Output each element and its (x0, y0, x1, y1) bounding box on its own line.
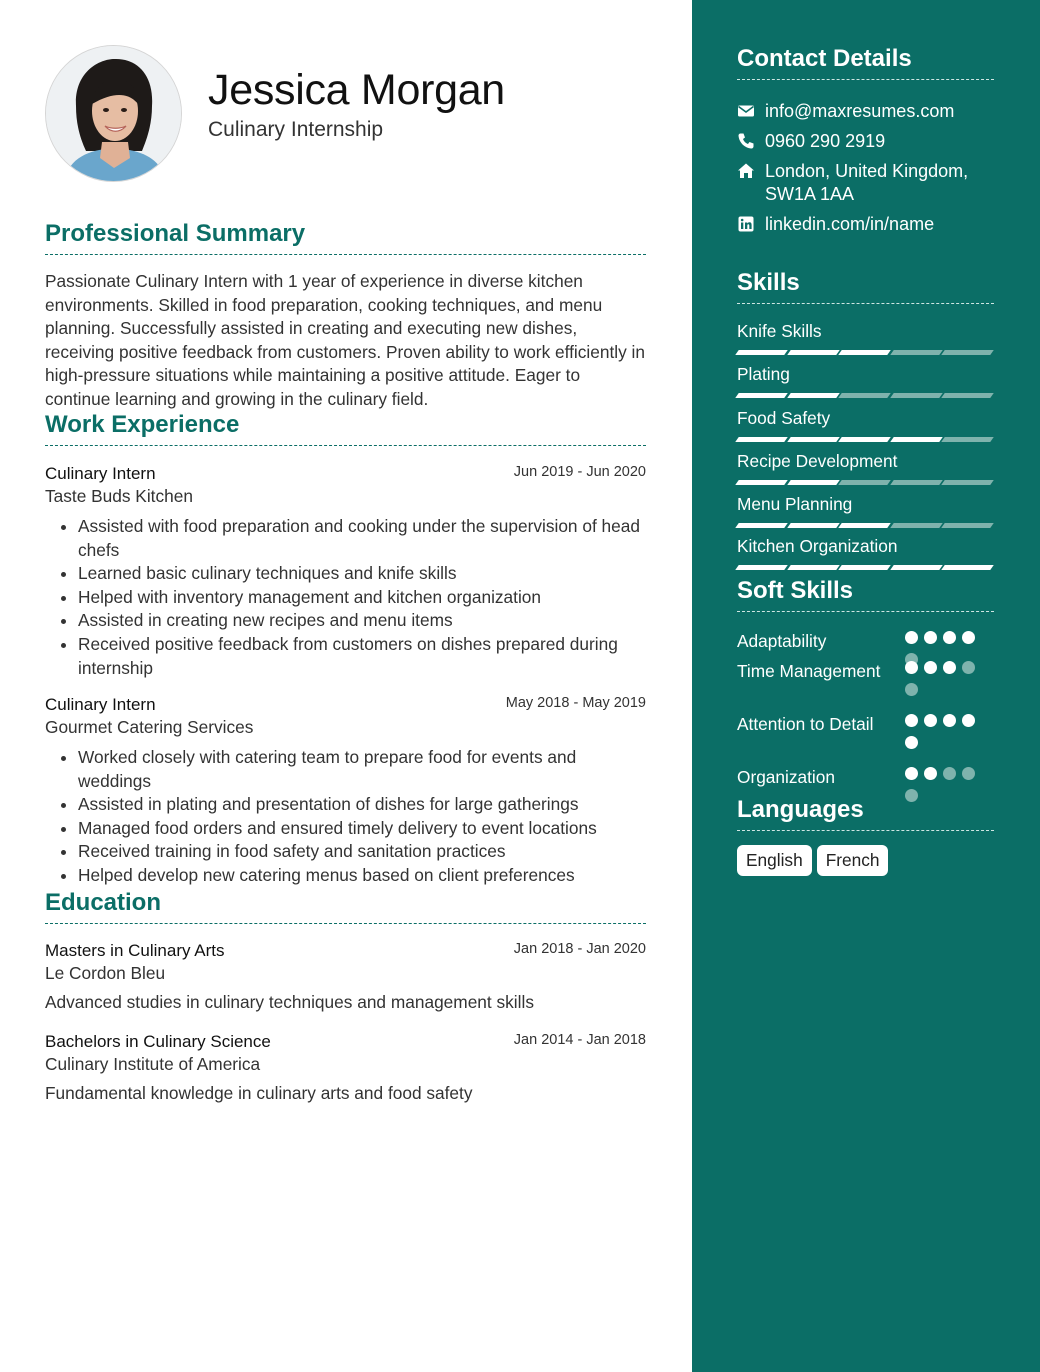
work-entry (45, 464, 646, 680)
skill-bar-segment (942, 393, 994, 398)
skill-bar-segment (890, 350, 942, 355)
language-tag: French (817, 845, 889, 876)
job-dates: May 2018 - May 2019 (505, 695, 646, 711)
job-bullet: • Assisted in plating and presentation of dishes for large gatherings (78, 793, 646, 817)
job-bullet: • Helped with inventory management and kitchen organization (78, 586, 646, 610)
profile-photo (45, 45, 182, 182)
job-title: Culinary Internship (208, 118, 384, 141)
rating-dot (924, 714, 937, 727)
rating-dot (924, 631, 937, 644)
rating-dot (905, 736, 918, 749)
job-bullet: • Managed food orders and ensured timely delivery to event locations (78, 817, 646, 841)
job-bullet: • Assisted in creating new recipes and menu items (78, 609, 646, 633)
summary-heading: Professional Summary (45, 220, 646, 255)
work-heading: Work Experience (45, 411, 646, 446)
job-bullets (78, 515, 646, 680)
job-role: Culinary Intern (45, 695, 156, 714)
skill-bar-segment (787, 523, 839, 528)
school: Le Cordon Bleu (45, 963, 166, 983)
skill-bar-segment (838, 480, 890, 485)
education-dates: Jan 2018 - Jan 2020 (513, 941, 646, 957)
skill-bar-segment (838, 565, 890, 570)
skill-label: Food Safety (737, 408, 831, 428)
skills-heading: Skills (737, 269, 994, 304)
soft-skill-rating (905, 714, 981, 749)
rating-dot (924, 767, 937, 780)
skill-level-bar (737, 523, 993, 528)
rating-dot (962, 714, 975, 727)
education-entry (45, 941, 646, 1013)
rating-dot (943, 767, 956, 780)
soft-skill-rating (905, 661, 981, 696)
skill-level-bar (737, 350, 993, 355)
rating-dot (905, 767, 918, 780)
work-entry (45, 695, 646, 888)
rating-dot (905, 661, 918, 674)
job-company: Gourmet Catering Services (45, 717, 254, 737)
skill-bar-segment (838, 350, 890, 355)
skill-bar-segment (942, 480, 994, 485)
soft-skills-heading: Soft Skills (737, 577, 994, 612)
skill-bar-segment (890, 565, 942, 570)
soft-skill-label: Organization (737, 767, 835, 787)
avatar-icon (46, 46, 182, 182)
job-bullet: • Received positive feedback from customers on dishes prepared during internship (78, 633, 646, 680)
skill-item (737, 321, 993, 355)
skill-bar-segment (735, 480, 787, 485)
skill-bar-segment (890, 437, 942, 442)
job-bullets (78, 746, 646, 888)
skill-bar-segment (735, 523, 787, 528)
degree: Bachelors in Culinary Science (45, 1032, 271, 1051)
rating-dot (943, 661, 956, 674)
skill-bar-segment (787, 565, 839, 570)
soft-skill-item (737, 712, 997, 736)
email-text: info@maxresumes.com (765, 101, 955, 121)
soft-skill-label: Attention to Detail (737, 714, 874, 734)
rating-dot (962, 661, 975, 674)
skill-level-bar (737, 480, 993, 485)
skill-label: Kitchen Organization (737, 536, 898, 556)
skill-bar-segment (838, 523, 890, 528)
skill-bar-segment (890, 480, 942, 485)
soft-skill-item (737, 659, 997, 683)
skill-level-bar (737, 437, 993, 442)
language-list (737, 845, 888, 876)
skill-item (737, 408, 993, 442)
skill-bar-segment (890, 523, 942, 528)
rating-dot (924, 661, 937, 674)
soft-skill-item (737, 765, 997, 789)
skill-bar-segment (735, 393, 787, 398)
linkedin-text: linkedin.com/in/name (765, 214, 935, 234)
skill-level-bar (737, 393, 993, 398)
home-icon (737, 162, 755, 180)
rating-dot (905, 714, 918, 727)
education-description: Advanced studies in culinary techniques and management skills (45, 992, 534, 1012)
education-heading: Education (45, 889, 646, 924)
skill-label: Plating (737, 364, 790, 384)
skill-bar-segment (838, 437, 890, 442)
skill-item (737, 536, 993, 570)
contact-address (737, 160, 997, 206)
education-entry (45, 1032, 646, 1104)
skill-bar-segment (890, 393, 942, 398)
skill-label: Menu Planning (737, 494, 853, 514)
soft-skill-label: Adaptability (737, 631, 827, 651)
skill-bar-segment (735, 437, 787, 442)
skill-bar-segment (787, 350, 839, 355)
soft-skill-item (737, 629, 997, 653)
rating-dot (943, 714, 956, 727)
phone-icon (737, 132, 755, 150)
sidebar (692, 0, 1040, 1372)
rating-dot (905, 683, 918, 696)
job-bullet: • Helped develop new catering menus based on client preferences (78, 864, 646, 888)
linkedin-icon (737, 215, 755, 233)
languages-heading: Languages (737, 796, 994, 831)
job-company: Taste Buds Kitchen (45, 486, 193, 506)
envelope-icon (737, 102, 755, 120)
education-dates: Jan 2014 - Jan 2018 (513, 1032, 646, 1048)
skill-bar-segment (787, 393, 839, 398)
language-tag: English (737, 845, 812, 876)
skill-bar-segment (735, 350, 787, 355)
job-bullet: • Assisted with food preparation and cooking under the supervision of head chefs (78, 515, 646, 562)
skill-item (737, 451, 993, 485)
rating-dot (962, 631, 975, 644)
rating-dot (905, 631, 918, 644)
skill-bar-segment (787, 480, 839, 485)
summary-text: Passionate Culinary Intern with 1 year of experience in diverse kitchen environments. Skilled in food preparation, cooking techniques, and menu planning. Successfully assisted in creating and executing new dishes, receiving positive feedback from customers. Proven ability to work efficiently in high-pressure situations while maintaining a positive attitude. Eager to continue learning and growing in the culinary field. (45, 271, 645, 409)
job-bullet: • Received training in food safety and sanitation practices (78, 840, 646, 864)
soft-skill-label: Time Management (737, 661, 881, 681)
rating-dot (962, 767, 975, 780)
contact-linkedin[interactable] (737, 213, 997, 236)
skill-bar-segment (942, 523, 994, 528)
degree: Masters in Culinary Arts (45, 941, 225, 960)
skill-bar-segment (838, 393, 890, 398)
skill-level-bar (737, 565, 993, 570)
contact-heading: Contact Details (737, 45, 994, 80)
skill-bar-segment (942, 565, 994, 570)
skill-bar-segment (735, 565, 787, 570)
rating-dot (943, 631, 956, 644)
contact-email[interactable] (737, 100, 997, 123)
skill-label: Knife Skills (737, 321, 822, 341)
skill-item (737, 364, 993, 398)
job-bullet: • Worked closely with catering team to prepare food for events and weddings (78, 746, 646, 793)
phone-text: 0960 290 2919 (765, 131, 886, 151)
skill-bar-segment (942, 350, 994, 355)
skill-item (737, 494, 993, 528)
job-bullet: • Learned basic culinary techniques and knife skills (78, 562, 646, 586)
education-description: Fundamental knowledge in culinary arts and food safety (45, 1083, 473, 1103)
job-role: Culinary Intern (45, 464, 156, 483)
job-dates: Jun 2019 - Jun 2020 (513, 464, 646, 480)
school: Culinary Institute of America (45, 1054, 261, 1074)
address-text: London, United Kingdom, SW1A 1AA (765, 161, 969, 204)
skill-label: Recipe Development (737, 451, 898, 471)
skill-bar-segment (942, 437, 994, 442)
skill-bar-segment (787, 437, 839, 442)
contact-phone[interactable] (737, 130, 997, 153)
candidate-name: Jessica Morgan (208, 66, 505, 114)
